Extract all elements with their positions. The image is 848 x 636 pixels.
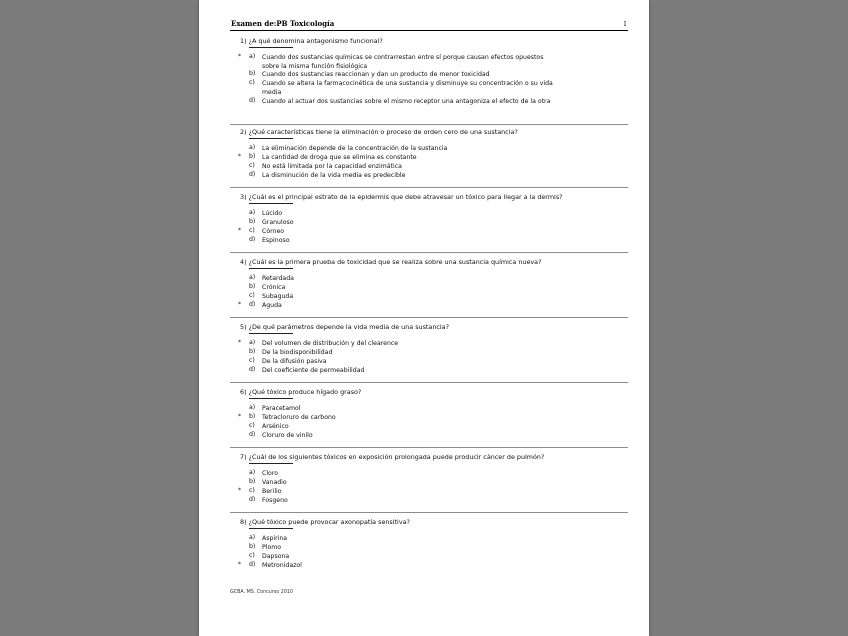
header-rule <box>230 30 628 31</box>
option-text: No está limitada por la capacidad enzimática <box>262 163 402 170</box>
option-letter: b) <box>249 348 256 355</box>
exam-page <box>199 0 649 636</box>
option-letter: c) <box>249 292 255 299</box>
option-text: Cuando dos sustancias reaccionan y dan un producto de menor toxicidad <box>262 71 490 78</box>
question-underline <box>249 138 293 139</box>
question-stem: 7) ¿Cuál de los siguientes tóxicos en exposición prolongada puede producir cáncer de pulmón? <box>240 453 545 461</box>
option-text: Vanadio <box>262 479 287 486</box>
option-letter: d) <box>249 496 256 503</box>
option-text: Cloruro de vinilo <box>262 432 313 439</box>
option-letter: b) <box>249 218 256 225</box>
option-letter: a) <box>249 53 256 60</box>
page-number: 1 <box>623 21 627 28</box>
question-stem: 6) ¿Qué tóxico produce hígado graso? <box>240 388 362 396</box>
question-separator <box>230 447 628 448</box>
option-text: Espinoso <box>262 237 290 244</box>
option-letter: d) <box>249 431 256 438</box>
question-underline <box>249 333 293 334</box>
option-text: La disminución de la vida media es predecible <box>262 172 406 179</box>
option-text: Crónica <box>262 284 286 291</box>
option-text: De la biodisponibilidad <box>262 349 333 356</box>
option-letter: c) <box>249 422 255 429</box>
option-letter: d) <box>249 236 256 243</box>
option-letter: a) <box>249 274 256 281</box>
option-letter: d) <box>249 301 256 308</box>
question-stem: 2) ¿Qué características tiene la eliminación o proceso de orden cero de una sustancia? <box>240 128 518 136</box>
option-letter: a) <box>249 339 256 346</box>
question-stem: 8) ¿Qué tóxico puede provocar axonopatía sensitiva? <box>240 518 410 526</box>
correct-answer-marker: * <box>238 153 241 160</box>
question-separator <box>230 512 628 513</box>
question-separator <box>230 187 628 188</box>
option-letter: c) <box>249 357 255 364</box>
option-text: La cantidad de droga que se elimina es constante <box>262 154 417 161</box>
option-text: Del coeficiente de permeabilidad <box>262 367 365 374</box>
option-text: Cloro <box>262 470 279 477</box>
correct-answer-marker: * <box>238 561 241 568</box>
option-letter: d) <box>249 366 256 373</box>
option-letter: c) <box>249 79 255 86</box>
option-text: Córneo <box>262 228 285 235</box>
option-text: Aguda <box>262 302 282 309</box>
option-text: Paracetamol <box>262 405 301 412</box>
option-letter: b) <box>249 413 256 420</box>
option-text: De la difusión pasiva <box>262 358 327 365</box>
question-separator <box>230 124 628 125</box>
option-letter: c) <box>249 487 255 494</box>
question-underline <box>249 47 293 48</box>
option-text: Fosgeno <box>262 497 288 504</box>
option-letter: d) <box>249 561 256 568</box>
option-text: Tetracloruro de carbono <box>262 414 336 421</box>
option-text: Aspirina <box>262 535 288 542</box>
correct-answer-marker: * <box>238 301 241 308</box>
question-underline <box>249 528 293 529</box>
option-text: La eliminación depende de la concentración de la sustancia <box>262 145 448 152</box>
question-separator <box>230 317 628 318</box>
option-letter: d) <box>249 171 256 178</box>
option-text: Berilio <box>262 488 282 495</box>
option-letter: a) <box>249 469 256 476</box>
option-letter: b) <box>249 543 256 550</box>
question-underline <box>249 398 293 399</box>
correct-answer-marker: * <box>238 53 241 60</box>
option-letter: c) <box>249 162 255 169</box>
option-text: Subaguda <box>262 293 294 300</box>
correct-answer-marker: * <box>238 487 241 494</box>
option-text: Granuloso <box>262 219 294 226</box>
question-underline <box>249 268 293 269</box>
option-letter: a) <box>249 404 256 411</box>
correct-answer-marker: * <box>238 339 241 346</box>
option-text: Plomo <box>262 544 282 551</box>
option-text: Cuando dos sustancias químicas se contrarrestan entre sí porque causan efectos opuestos sobre la misma función fisiológica <box>262 54 544 71</box>
question-stem: 3) ¿Cuál es el principal estrato de la epidermis que debe atravesar un tóxico para llegar a la dermis? <box>240 193 563 201</box>
footer-text: GCBA. MS. Concurso 2010 <box>230 590 293 595</box>
option-text: Retardada <box>262 275 294 282</box>
option-letter: b) <box>249 70 256 77</box>
option-letter: a) <box>249 209 256 216</box>
option-letter: d) <box>249 97 256 104</box>
correct-answer-marker: * <box>238 227 241 234</box>
option-letter: b) <box>249 153 256 160</box>
question-stem: 5) ¿De qué parámetros depende la vida media de una sustancia? <box>240 323 449 331</box>
option-letter: b) <box>249 478 256 485</box>
option-text: Dapsona <box>262 553 290 560</box>
option-letter: b) <box>249 283 256 290</box>
question-underline <box>249 463 293 464</box>
option-letter: c) <box>249 227 255 234</box>
option-text: Cuando se altera la farmacocinética de una sustancia y disminuye su concentración o su vida media <box>262 80 553 97</box>
correct-answer-marker: * <box>238 413 241 420</box>
option-text: Del volumen de distribución y del clearence <box>262 340 399 347</box>
option-text: Cuando al actuar dos sustancias sobre el mismo receptor una antagoniza el efecto de la otra <box>262 98 551 105</box>
option-text: Metronidazol <box>262 562 302 569</box>
option-text: Arsénico <box>262 423 289 430</box>
exam-title: Examen de:PB Toxicología <box>231 19 335 28</box>
option-letter: a) <box>249 144 256 151</box>
option-text: Lúcido <box>262 210 283 217</box>
question-separator <box>230 252 628 253</box>
question-stem: 1) ¿A qué denomina antagonismo funcional? <box>240 37 383 45</box>
option-letter: c) <box>249 552 255 559</box>
option-letter: a) <box>249 534 256 541</box>
question-underline <box>249 203 293 204</box>
question-stem: 4) ¿Cuál es la primera prueba de toxicidad que se realiza sobre una sustancia química nueva? <box>240 258 542 266</box>
question-separator <box>230 382 628 383</box>
